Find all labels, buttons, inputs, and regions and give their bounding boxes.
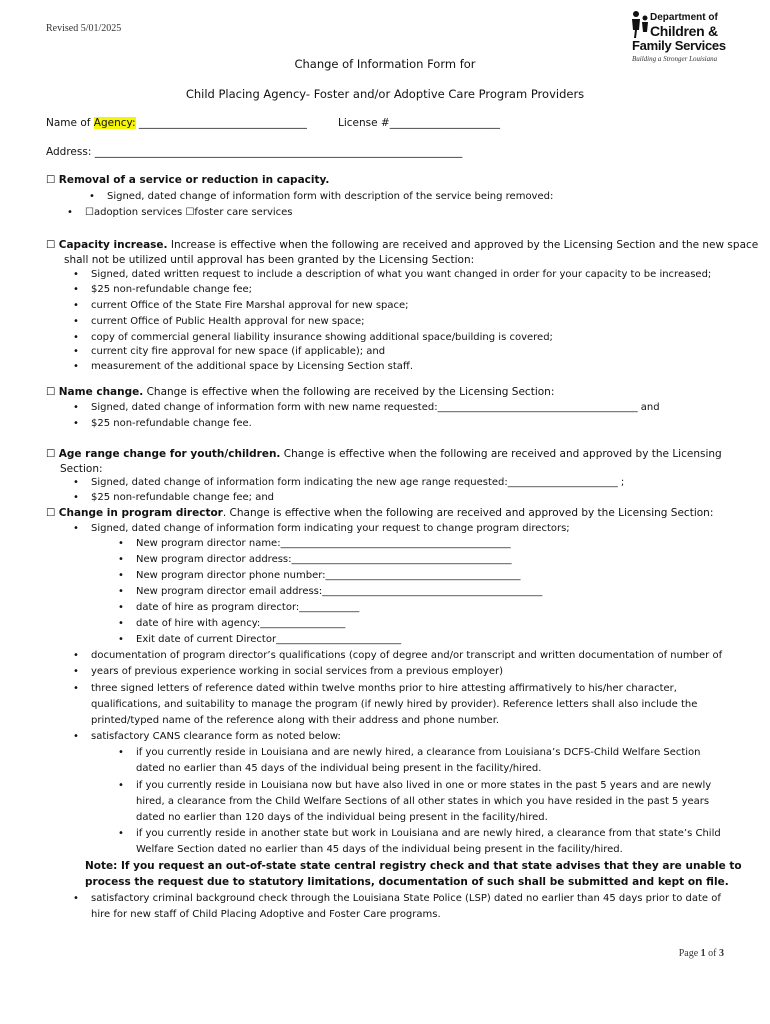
director-sub-item[interactable]: • New program director address:____________________________________________ <box>136 552 512 568</box>
references-text-2: qualifications, and suitability to manage the program (if newly hired by provider). Reference letters shall also include the <box>91 699 698 710</box>
capacity-bullet: • current city fire approval for new space (if applicable); and <box>91 344 385 360</box>
capacity-bullet: • $25 non-refundable change fee; <box>91 282 252 298</box>
logo-line-2: Children & <box>650 23 718 39</box>
agency-field[interactable] <box>46 117 307 129</box>
qualifications-text-2: years of previous experience working in social services from a previous employer) <box>91 666 503 677</box>
address-field[interactable]: Address: ______________________________________________________________________ <box>46 146 463 158</box>
capacity-text: Increase is effective when the following are received and approved by the Licensing Section and the new space <box>167 239 759 251</box>
removal-section-title <box>46 173 329 188</box>
license-field[interactable]: License #_____________________ <box>338 117 500 129</box>
age-range-text: Change is effective when the following are received and approved by the Licensing <box>280 448 722 460</box>
name-change-bullet[interactable]: • Signed, dated change of information form with new name requested:________________________________________ and <box>91 400 660 416</box>
agency-label-highlight: Agency: <box>93 117 136 129</box>
removal-bullet: • Signed, dated change of information form with description of the service being removed: <box>107 189 553 205</box>
checkbox-director[interactable]: ☐ <box>46 507 56 519</box>
capacity-bullet: • copy of commercial general liability insurance showing additional space/building is covered; <box>91 330 553 346</box>
director-sub-item[interactable]: • Exit date of current Director_________________________ <box>136 632 401 648</box>
cans-bullet: • satisfactory CANS clearance form as noted below: <box>91 729 341 745</box>
director-sub-item[interactable]: • New program director email address:____________________________________________ <box>136 584 542 600</box>
name-change-section-title <box>46 385 554 400</box>
age-range-text-2: Section: <box>60 463 103 475</box>
note-line-1: Note: If you request an out-of-state state central registry check and that state advises that they are unable to <box>85 860 742 872</box>
director-bullet: • Signed, dated change of information form indicating your request to change program directors; <box>91 521 570 537</box>
cans-item-c: • if you currently reside in another state but work in Louisiana and are newly hired, a clearance from that state’s Child <box>136 826 721 842</box>
page-number: Page 1 of 3 <box>678 948 724 959</box>
capacity-text-2: shall not be utilized until approval has been granted by the Licensing Section: <box>64 254 475 266</box>
removal-options[interactable]: • ☐adoption services ☐foster care services <box>85 205 293 221</box>
cans-item-a: • if you currently reside in Louisiana and are newly hired, a clearance from Louisiana’s DCFS-Child Welfare Section <box>136 745 701 761</box>
director-sub-item[interactable]: • date of hire as program director:____________ <box>136 600 359 616</box>
revised-date: Revised 5/01/2025 <box>46 23 122 34</box>
checkbox-name-change[interactable]: ☐ <box>46 386 56 398</box>
lsp-bullet: • satisfactory criminal background check through the Louisiana State Police (LSP) dated no earlier than 45 days prior to date of <box>91 891 721 907</box>
logo-tagline: Building a Stronger Louisiana <box>632 55 718 63</box>
director-title: Change in program director <box>58 507 223 519</box>
qualifications-cont <box>91 664 503 680</box>
lsp-text-2: hire for new staff of Child Placing Adoptive and Foster Care programs. <box>91 909 441 920</box>
capacity-title: Capacity increase. <box>58 239 168 251</box>
capacity-bullet: • current Office of Public Health approval for new space; <box>91 314 365 330</box>
age-range-bullet: • $25 non-refundable change fee; and <box>91 490 274 506</box>
cans-item-b: • if you currently reside in Louisiana now but have also lived in one or more states in the past 5 years and are newly <box>136 778 711 794</box>
references-text-3: printed/typed name of the reference along with their address and phone number. <box>91 715 500 726</box>
director-sub-item[interactable]: • date of hire with agency:_________________ <box>136 616 345 632</box>
form-subtitle: Child Placing Agency- Foster and/or Adoptive Care Program Providers <box>185 87 585 101</box>
capacity-section-title <box>46 238 758 253</box>
family-figures-icon <box>630 10 652 40</box>
director-sub-item[interactable]: • New program director name:______________________________________________ <box>136 536 511 552</box>
note-line-2: process the request due to statutory limitations, documentation of such shall be submitted and kept on file. <box>85 876 729 888</box>
capacity-bullet: • current Office of the State Fire Marshal approval for new space; <box>91 298 409 314</box>
cans-item-a-2: dated no earlier than 45 days of the individual being present in the facility/hired. <box>136 763 542 774</box>
age-range-section-title <box>46 447 722 462</box>
name-change-bullet: • $25 non-refundable change fee. <box>91 416 252 432</box>
age-range-bullet[interactable]: • Signed, dated change of information form indicating the new age range requested:______________________ ; <box>91 475 624 491</box>
director-section-title <box>46 506 713 521</box>
cans-item-b-2: hired, a clearance from the Child Welfare Sections of all other states in which you have resided in the past 5 years <box>136 796 710 807</box>
checkbox-age-range[interactable]: ☐ <box>46 448 56 460</box>
name-change-title: Name change. <box>58 386 144 398</box>
agency-label: Name of <box>46 117 91 129</box>
logo-line-3: Family Services <box>632 38 726 53</box>
director-sub-item[interactable]: • New program director phone number:_______________________________________ <box>136 568 521 584</box>
removal-title: Removal of a service or reduction in capacity. <box>58 174 330 186</box>
agency-blank[interactable]: ________________________________ <box>135 117 307 129</box>
checkbox-removal[interactable]: ☐ <box>46 174 56 186</box>
references-bullet: • three signed letters of reference dated within twelve months prior to hire attesting affirmatively to his/her character, <box>91 681 677 697</box>
form-title: Change of Information Form for <box>294 57 476 71</box>
capacity-bullet: • measurement of the additional space by Licensing Section staff. <box>91 359 413 375</box>
age-range-title: Age range change for youth/children. <box>58 448 281 460</box>
capacity-bullet: • Signed, dated written request to include a description of what you want changed in order for your capacity to be increased; <box>91 267 711 283</box>
cans-item-c-2: Welfare Section dated no earlier than 45 days of the individual being present in the facility/hired. <box>136 844 623 855</box>
qualifications-bullet: • documentation of program director’s qualifications (copy of degree and/or transcript and written documentation of number of <box>91 648 722 664</box>
cans-item-b-3: dated no earlier than 120 days of the individual being present in the facility/hired. <box>136 812 548 823</box>
logo-line-1: Department of <box>650 12 718 23</box>
name-change-text: Change is effective when the following are received by the Licensing Section: <box>143 386 555 398</box>
checkbox-capacity[interactable]: ☐ <box>46 239 56 251</box>
director-text: . Change is effective when the following are received and approved by the Licensing Section: <box>222 507 714 519</box>
